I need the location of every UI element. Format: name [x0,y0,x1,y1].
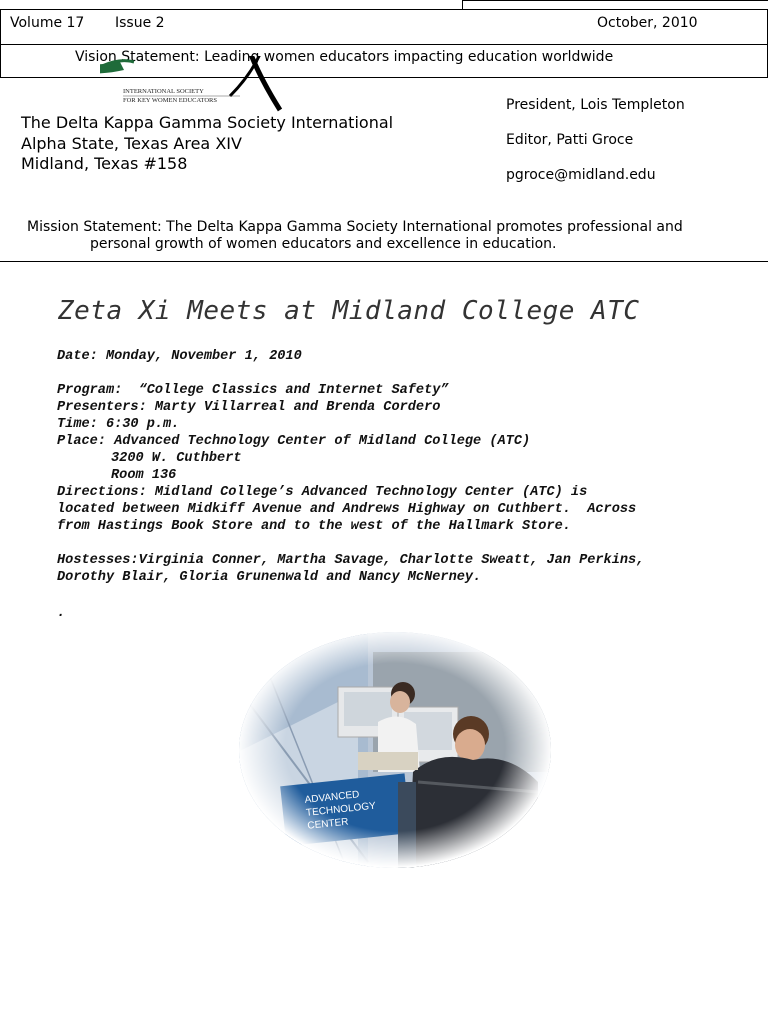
meeting-place: Place: Advanced Technology Center of Midland College (ATC) [57,434,531,449]
logo-text-1: INTERNATIONAL SOCIETY [123,88,204,95]
issue-label: Issue 2 [115,15,165,31]
hostesses-line2: Dorothy Blair, Gloria Grunenwald and Nancy McNerney. [57,570,482,585]
editor: Editor, Patti Groce [506,132,634,148]
dkg-logo [100,56,290,114]
hostesses-line1: Hostesses:Virginia Conner, Martha Savage, Charlotte Sweatt, Jan Perkins, [57,553,645,568]
directions-line2: located between Midkiff Avenue and Andrews Highway on Cuthbert. Across [57,502,637,517]
directions-line1: Directions: Midland College’s Advanced Technology Center (ATC) is [57,485,588,500]
mission-statement-line2: personal growth of women educators and excellence in education. [90,236,557,252]
meeting-program: Program: “College Classics and Internet Safety” [57,383,449,398]
atc-photo [238,632,552,872]
meeting-room: Room 136 [111,468,177,483]
trailing-period: . [57,606,66,621]
mission-statement-line1: Mission Statement: The Delta Kappa Gamma Society International promotes professional and [27,219,683,235]
meeting-address: 3200 W. Cuthbert [111,451,242,466]
logo-text-2: FOR KEY WOMEN EDUCATORS [123,97,217,104]
meeting-presenters: Presenters: Marty Villarreal and Brenda Cordero [57,400,441,415]
directions-line3: from Hastings Book Store and to the west of the Hallmark Store. [57,519,571,534]
vision-statement: Vision Statement: Leading women educators impacting education worldwide [75,49,614,65]
president: President, Lois Templeton [506,97,685,113]
org-state: Alpha State, Texas Area XIV [21,134,242,153]
section-divider [0,261,768,262]
editor-email: pgroce@midland.edu [506,167,656,183]
meeting-date: Date: Monday, November 1, 2010 [57,349,302,364]
meeting-time: Time: 6:30 p.m. [57,417,180,432]
article-headline: Zeta Xi Meets at Midland College ATC [58,296,640,326]
org-name: The Delta Kappa Gamma Society International [21,113,394,132]
issue-date: October, 2010 [597,15,698,31]
org-chapter: Midland, Texas #158 [21,154,188,173]
volume-label: Volume 17 [10,15,85,31]
